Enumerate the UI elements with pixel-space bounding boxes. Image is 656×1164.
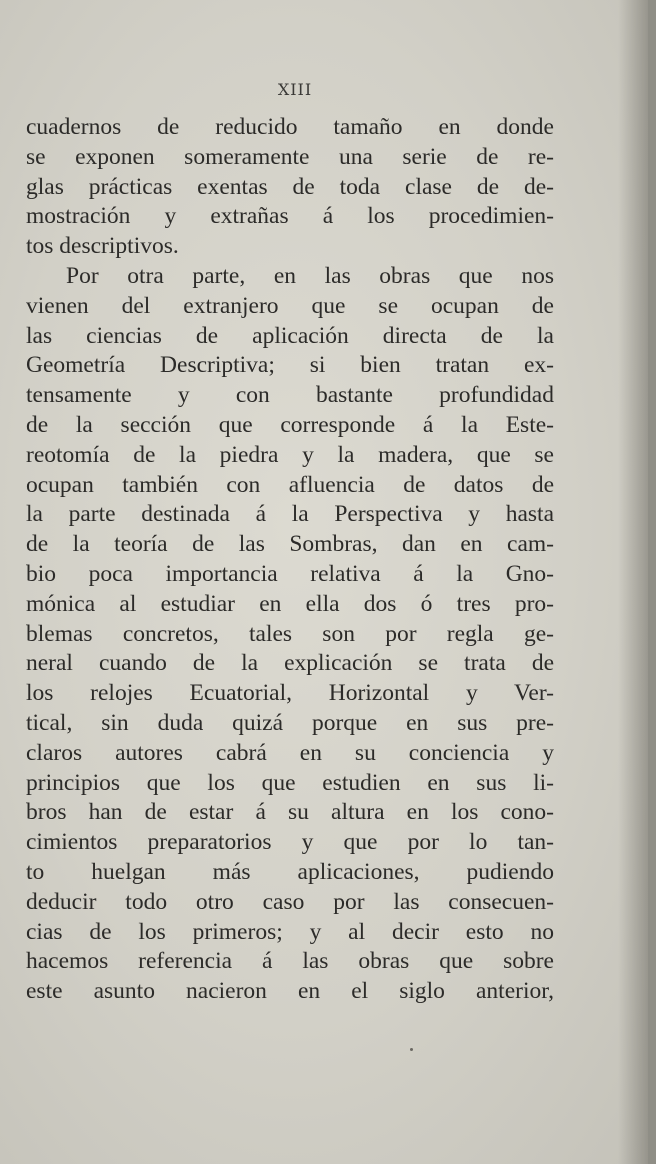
text-line: reotomía de la piedra y la madera, que se [26,441,554,468]
text-line: mónica al estudiar en ella dos ó tres pro- [26,590,554,617]
text-line: blemas concretos, tales son por regla ge- [26,620,554,647]
text-line: glas prácticas exentas de toda clase de de- [26,173,554,200]
text-line: bros han de estar á su altura en los cono- [26,799,554,826]
text-line: principios que los que estudien en sus li- [26,769,554,796]
text-line: cuadernos de reducido tamaño en donde [26,114,554,140]
text-line: tos descriptivos. [26,233,179,260]
text-line: tical, sin duda quizá porque en sus pre- [26,709,554,736]
body-text [26,113,554,1007]
paragraph-first-line: Por otra parte, en las obras que nos [66,262,554,289]
page-edge-shadow [618,0,648,1164]
text-line: vienen del extranjero que se ocupan de [26,292,554,319]
text-line: deducir todo otro caso por las consecuen- [26,888,554,915]
text-line: tensamente y con bastante profundidad [26,382,554,409]
text-line: mostración y extrañas á los procedimien- [26,203,554,230]
text-line: se exponen someramente una serie de re- [26,143,554,170]
text-line: hacemos referencia á las obras que sobre [26,948,554,975]
text-line: Geometría Descriptiva; si bien tratan ex- [26,352,554,379]
text-line: ocupan también con afluencia de datos de [26,471,554,498]
paper-speck [410,1048,413,1051]
text-line: cimientos preparatorios y que por lo tan- [26,829,554,856]
page-number: XIII [277,80,313,99]
text-line: de la sección que corresponde á la Este- [26,411,554,438]
text-line: to huelgan más aplicaciones, pudiendo [26,858,554,885]
text-line: claros autores cabrá en su conciencia y [26,739,554,766]
text-line: neral cuando de la explicación se trata de [26,650,554,677]
text-line: cias de los primeros; y al decir esto no [26,918,554,945]
text-line: la parte destinada á la Perspectiva y hasta [26,501,554,528]
text-line: las ciencias de aplicación directa de la [26,322,554,349]
text-line: este asunto nacieron en el siglo anterior, [26,978,554,1005]
text-line: los relojes Ecuatorial, Horizontal y Ver- [26,680,554,707]
text-line: de la teoría de las Sombras, dan en cam- [26,531,554,558]
text-line: bio poca importancia relativa á la Gno- [26,560,554,587]
